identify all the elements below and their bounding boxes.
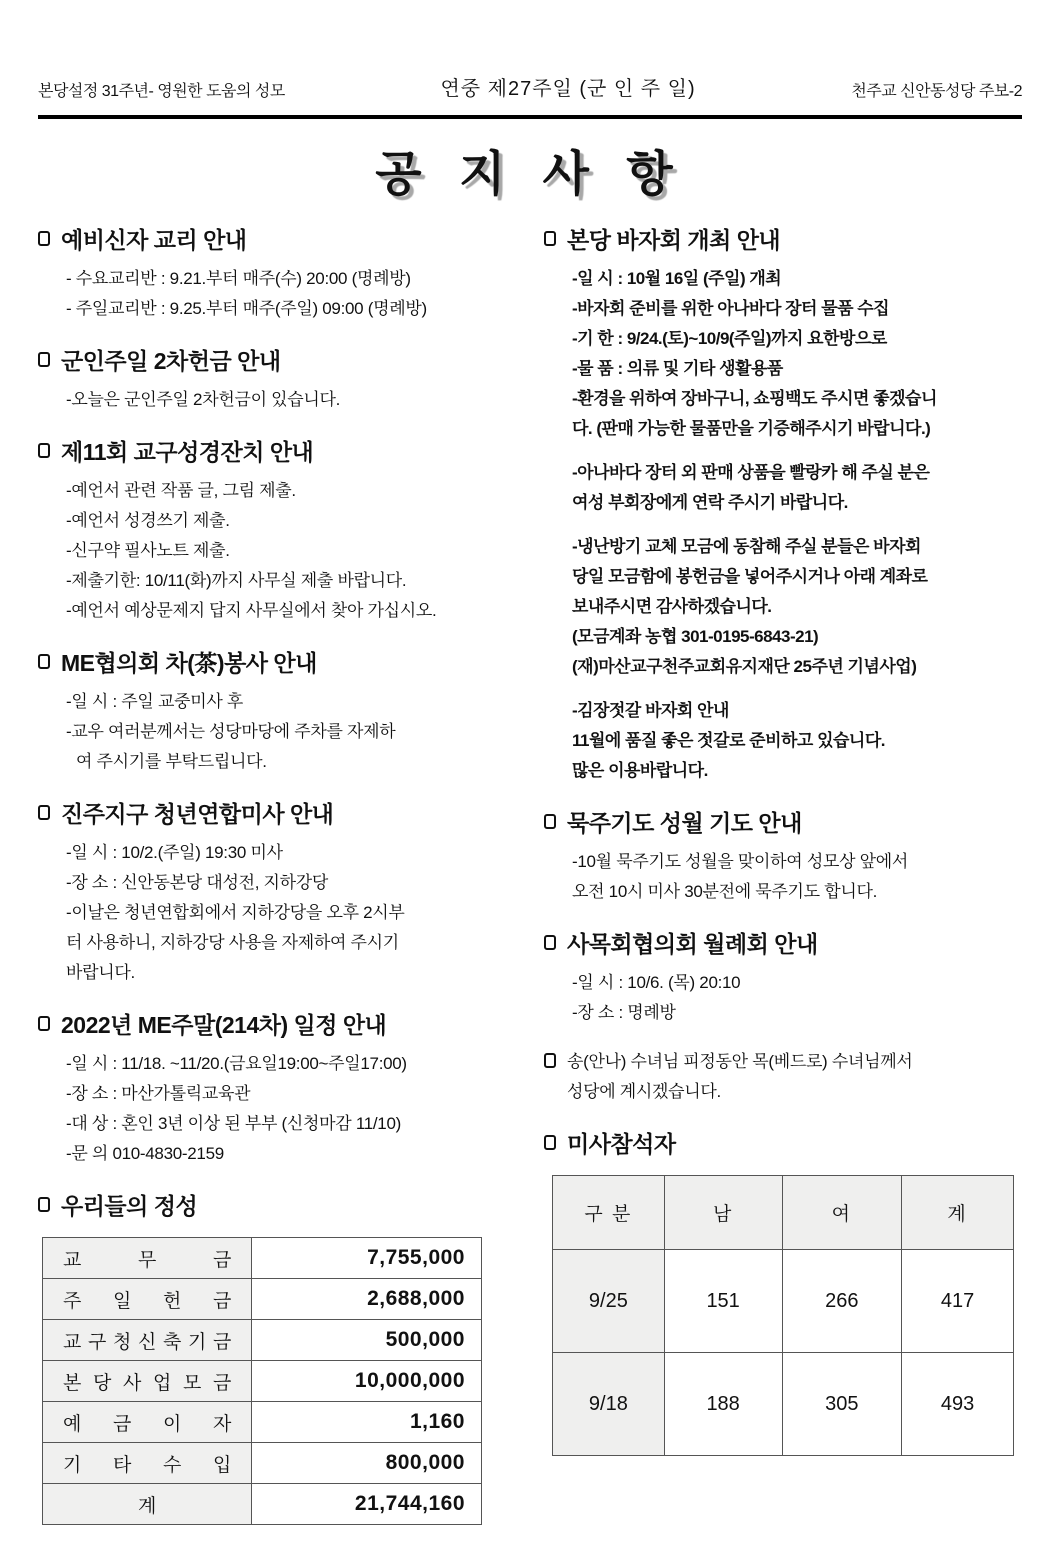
section-heading	[38, 222, 516, 255]
attendance-total: 493	[902, 1353, 1014, 1456]
offering-heading	[38, 1188, 516, 1221]
announcement-line: (모금계좌 농협 301-0195-6843-21)	[572, 627, 819, 646]
table-row	[43, 1279, 482, 1320]
section-heading	[38, 343, 516, 376]
masthead	[38, 0, 1022, 115]
masthead-center: 연중 제27주일 (군 인 주 일)	[440, 78, 696, 100]
offering-label: 예 금 이 자	[43, 1402, 252, 1443]
attendance-male: 188	[664, 1353, 782, 1456]
offering-label: 교 무 금	[43, 1238, 252, 1279]
offering-value: 7,755,000	[252, 1238, 482, 1279]
attendance-col-header: 남	[664, 1176, 782, 1250]
announcement-line: -예언서 예상문제지 답지 사무실에서 찾아 가십시오.	[66, 601, 437, 620]
table-row	[43, 1443, 482, 1484]
sister-note	[544, 1047, 1022, 1107]
right-column	[544, 222, 1022, 1544]
announcement-line: -일 시 : 10/2.(주일) 19:30 미사	[66, 843, 283, 862]
sister-note-text	[567, 1047, 912, 1107]
section-heading	[38, 434, 516, 467]
attendance-col-header: 계	[902, 1176, 1014, 1250]
announcement-line: 바랍니다.	[66, 963, 135, 982]
attendance-heading	[544, 1126, 1022, 1159]
announcement-line: - 수요교리반 : 9.21.부터 매주(수) 20:00 (명례방)	[66, 269, 411, 288]
attendance-date: 9/18	[553, 1353, 665, 1456]
section-heading-text: 군인주일 2차헌금 안내	[61, 348, 281, 374]
content-columns	[38, 222, 1022, 1544]
announcement-line: -신구약 필사노트 제출.	[66, 541, 230, 560]
announcement-line: (재)마산교구천주교회유지재단 25주년 기념사업)	[572, 657, 917, 676]
offering-value: 10,000,000	[252, 1361, 482, 1402]
offering-heading-text: 우리들의 정성	[61, 1193, 198, 1219]
page-title: 공 지 사 항	[375, 148, 685, 201]
announcement-line: 여 주시기를 부탁드립니다.	[76, 752, 267, 771]
announcement-line: 11월에 품질 좋은 젓갈로 준비하고 있습니다.	[572, 731, 885, 750]
attendance-female: 266	[782, 1250, 902, 1353]
square-bullet-icon	[38, 1016, 50, 1031]
attendance-total: 417	[902, 1250, 1014, 1353]
section-heading-text: 사목회협의회 월례회 안내	[567, 931, 818, 957]
table-row-total	[43, 1484, 482, 1525]
section-me-weekend	[38, 1007, 516, 1169]
table-header-row	[553, 1176, 1014, 1250]
announcement-line: -예언서 관련 작품 글, 그림 제출.	[66, 481, 296, 500]
square-bullet-icon	[38, 805, 50, 820]
announcement-line: -장 소 : 신안동본당 대성전, 지하강당	[66, 873, 329, 892]
section-heading-text: 제11회 교구성경잔치 안내	[61, 439, 314, 465]
announcement-line: 다. (판매 가능한 물품만을 기증해주시기 바랍니다.)	[572, 419, 931, 438]
announcement-line: -대 상 : 혼인 3년 이상 된 부부 (신청마감 11/10)	[66, 1114, 401, 1133]
square-bullet-icon	[38, 1197, 50, 1212]
announcement-line: -10월 묵주기도 성월을 맞이하여 성모상 앞에서	[572, 852, 908, 871]
table-row	[43, 1402, 482, 1443]
attendance-col-header: 여	[782, 1176, 902, 1250]
square-bullet-icon	[544, 1135, 556, 1150]
left-column	[38, 222, 516, 1544]
announcement-line: 많은 이용바랍니다.	[572, 761, 708, 780]
table-row	[43, 1320, 482, 1361]
section-pastoral-council	[544, 926, 1022, 1028]
square-bullet-icon	[38, 654, 50, 669]
offering-label: 본 당 사 업 모 금	[43, 1361, 252, 1402]
attendance-female: 305	[782, 1353, 902, 1456]
announcement-line: -일 시 : 10/6. (목) 20:10	[572, 973, 741, 992]
announcement-line: -오늘은 군인주일 2차헌금이 있습니다.	[66, 390, 341, 409]
announcement-line: -예언서 성경쓰기 제출.	[66, 511, 230, 530]
announcement-line: 여성 부회장에게 연락 주시기 바랍니다.	[572, 493, 848, 512]
announcement-line: -교우 여러분께서는 성당마당에 주차를 자제하	[66, 722, 396, 741]
section-heading-text: 진주지구 청년연합미사 안내	[61, 801, 334, 827]
announcement-line: -일 시 : 10월 16일 (주일) 개최	[572, 269, 782, 288]
section-heading-text: 2022년 ME주말(214차) 일정 안내	[61, 1012, 387, 1038]
square-bullet-icon	[544, 814, 556, 829]
section-heading	[544, 805, 1022, 838]
note-line: 성당에 계시겠습니다.	[567, 1082, 721, 1101]
announcement-line: -일 시 : 주일 교중미사 후	[66, 692, 243, 711]
announcement-line: -장 소 : 명례방	[572, 1003, 676, 1022]
square-bullet-icon	[544, 935, 556, 950]
section-heading	[38, 796, 516, 829]
square-bullet-icon	[38, 231, 50, 246]
announcement-line: -냉난방기 교체 모금에 동참해 주실 분들은 바자회	[572, 537, 921, 556]
attendance-table	[552, 1175, 1014, 1456]
announcement-line: -환경을 위하여 장바구니, 쇼핑백도 주시면 좋겠습니	[572, 389, 937, 408]
square-bullet-icon	[544, 1053, 556, 1068]
section-heading	[38, 645, 516, 678]
announcement-line: 보내주시면 감사하겠습니다.	[572, 597, 772, 616]
attendance-col-header: 구 분	[553, 1176, 665, 1250]
offering-value: 500,000	[252, 1320, 482, 1361]
header-rule	[38, 115, 1022, 119]
announcement-line: -물 품 : 의류 및 기타 생활용품	[572, 359, 783, 378]
section-heading	[544, 222, 1022, 255]
table-row	[43, 1361, 482, 1402]
section-jinju-youth-mass	[38, 796, 516, 988]
masthead-right: 천주교 신안동성당 주보-2	[851, 83, 1022, 100]
offering-value: 1,160	[252, 1402, 482, 1443]
offering-value: 2,688,000	[252, 1279, 482, 1320]
square-bullet-icon	[544, 231, 556, 246]
masthead-left: 본당설정 31주년- 영원한 도움의 성모	[38, 83, 285, 100]
section-bazaar	[544, 222, 1022, 786]
section-rosary	[544, 805, 1022, 907]
section-heading-text: ME협의회 차(茶)봉사 안내	[61, 650, 317, 676]
announcement-line: -바자회 준비를 위한 아나바다 장터 물품 수집	[572, 299, 890, 318]
table-row	[43, 1238, 482, 1279]
announcement-line: -이날은 청년연합회에서 지하강당을 오후 2시부	[66, 903, 405, 922]
announcement-line: -일 시 : 11/18. ~11/20.(금요일19:00~주일17:00)	[66, 1054, 407, 1073]
offering-label: 기 타 수 입	[43, 1443, 252, 1484]
announcement-line: -아나바다 장터 외 판매 상품을 빨랑카 해 주실 분은	[572, 463, 930, 482]
section-catechumen	[38, 222, 516, 324]
section-offering	[38, 1188, 516, 1525]
square-bullet-icon	[38, 352, 50, 367]
table-row	[553, 1250, 1014, 1353]
section-heading-text: 본당 바자회 개최 안내	[567, 227, 781, 253]
announcement-line: 오전 10시 미사 30분전에 묵주기도 합니다.	[572, 882, 877, 901]
attendance-male: 151	[664, 1250, 782, 1353]
offering-label: 주 일 헌 금	[43, 1279, 252, 1320]
note-line: 송(안나) 수녀님 피정동안 목(베드로) 수녀님께서	[567, 1052, 913, 1071]
announcement-line: -제출기한: 10/11(화)까지 사무실 제출 바랍니다.	[66, 571, 407, 590]
offering-value: 800,000	[252, 1443, 482, 1484]
offering-label: 계	[43, 1484, 252, 1525]
section-attendance	[544, 1126, 1022, 1456]
announcement-line: -장 소 : 마산가톨릭교육관	[66, 1084, 251, 1103]
announcement-line: 당일 모금함에 봉헌금을 넣어주시거나 아래 계좌로	[572, 567, 928, 586]
section-heading-text: 예비신자 교리 안내	[61, 227, 247, 253]
section-me-tea-service	[38, 645, 516, 777]
section-military-sunday	[38, 343, 516, 415]
announcement-line: 터 사용하니, 지하강당 사용을 자제하여 주시기	[66, 933, 399, 952]
section-heading-text: 묵주기도 성월 기도 안내	[567, 810, 802, 836]
section-heading	[544, 926, 1022, 959]
announcement-line: -문 의 010-4830-2159	[66, 1144, 224, 1163]
table-row	[553, 1353, 1014, 1456]
offering-table	[42, 1237, 482, 1525]
square-bullet-icon	[38, 443, 50, 458]
offering-label: 교 구 청 신 축 기 금	[43, 1320, 252, 1361]
attendance-date: 9/25	[553, 1250, 665, 1353]
announcement-line: - 주일교리반 : 9.25.부터 매주(주일) 09:00 (명례방)	[66, 299, 427, 318]
section-heading	[38, 1007, 516, 1040]
offering-value: 21,744,160	[252, 1484, 482, 1525]
attendance-heading-text: 미사참석자	[567, 1131, 676, 1157]
announcement-line: -김장젓갈 바자회 안내	[572, 701, 729, 720]
announcement-line: -기 한 : 9/24.(토)~10/9(주일)까지 요한방으로	[572, 329, 887, 348]
section-bible-festival	[38, 434, 516, 626]
